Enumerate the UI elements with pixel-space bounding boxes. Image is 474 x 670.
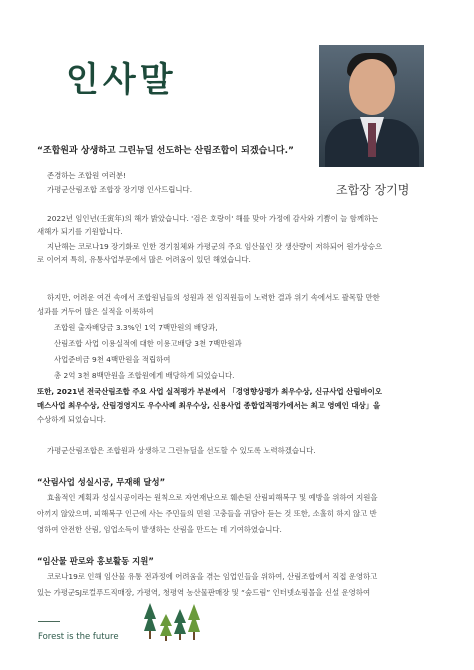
para2-line-2: 성과를 거두어 많은 실적을 이룩하여 (37, 307, 154, 316)
heading-forestry-work: “산림사업 성실시공, 무재해 달성” (37, 477, 166, 487)
para1-line-2: 새해가 되기를 기원합니다. (37, 227, 123, 236)
page-title: 인사말 (66, 60, 177, 100)
para2-line-7: 또한, 2021년 전국산림조합 주요 사업 실적평가 부분에서 「경영향상평가 최우수상, 신규사업 산림바이오 (37, 387, 382, 396)
photo-caption: 조합장 장기명 (336, 183, 410, 197)
main-quote: “조합원과 상생하고 그린뉴딜 선도하는 산림조합이 되겠습니다.” (37, 146, 294, 156)
para2-line-8: 매스사업 최우수상, 산림경영지도 우수사례 최우수상, 신용사업 종합업적평가에서는 최고 영예인 대상」을 (37, 401, 381, 410)
footer-slogan: Forest is the future (38, 632, 119, 642)
chairman-photo (319, 45, 424, 167)
para1-line-1: 2022년 임인년(壬寅年)의 해가 밝았습니다. '검은 호랑이' 해를 맞아 가정에 감사와 기쁨이 늘 함께하는 (47, 214, 379, 223)
footer-divider (38, 621, 60, 622)
para2-line-1: 하지만, 어려운 여건 속에서 조합원님들의 성원과 전 임직원들이 노력한 결과 위기 속에서도 괄목할 만한 (47, 293, 380, 302)
para5-line-1: 코로나19로 인해 임산물 유통 전과정에 어려움을 겪는 임업인들을 위하여, 산림조합에서 직접 운영하고 (47, 572, 378, 581)
para3: 가평군산림조합은 조합원과 상생하고 그린뉴딜을 선도할 수 있도록 노력하겠습니다. (47, 446, 316, 455)
para2-line-6: 총 2억 3천 8백만원을 조합원에게 배당하게 되었습니다. (54, 371, 235, 380)
heading-sales-support: “임산물 판로와 홍보활동 지원” (37, 556, 154, 566)
para2-line-5: 사업준비금 9천 4백만원을 적립하여 (54, 355, 171, 364)
greeting-line-1: 존경하는 조합원 여러분! (47, 171, 127, 180)
para4-line-1: 효율적인 계획과 성실시공이라는 원칙으로 자연재난으로 훼손된 산림피해복구 및 예방을 위하여 지원을 (47, 493, 378, 502)
para2-line-9: 수상하게 되었습니다. (37, 415, 106, 424)
greeting-line-2: 가평군산림조합 조합장 장기명 인사드립니다. (47, 185, 193, 194)
para2-line-3: 조합원 출자배당금 3.3%인 1억 7백만원의 배당과, (54, 323, 218, 332)
para1-line-4: 로 이어져 특히, 유통사업부문에서 많은 어려움이 있던 해였습니다. (37, 255, 251, 264)
para4-line-2: 아끼지 않았으며, 피해복구 인근에 사는 주민들의 민원 고충들을 귀담아 듣는 것 또한, 소홀히 하지 않고 반 (37, 509, 377, 518)
para1-line-3: 지난해는 코로나19 장기화로 인한 경기침체와 가평군의 주요 임산물인 잣 생산량이 저하되어 원가상승으 (47, 242, 383, 251)
para4-line-3: 영하여 안전한 산림, 임업소득이 발생하는 산림을 만드는 데 기여하였습니다. (37, 525, 282, 534)
para2-line-4: 산림조합 사업 이용실적에 대한 이용고배당 3천 7백만원과 (54, 339, 242, 348)
para5-line-2: 있는 가평군SJ로컬푸드직매장, 가평역, 청평역 농산물판매장 및 “숲드림” 인터넷쇼핑몰을 신설 운영하여 (37, 588, 371, 597)
